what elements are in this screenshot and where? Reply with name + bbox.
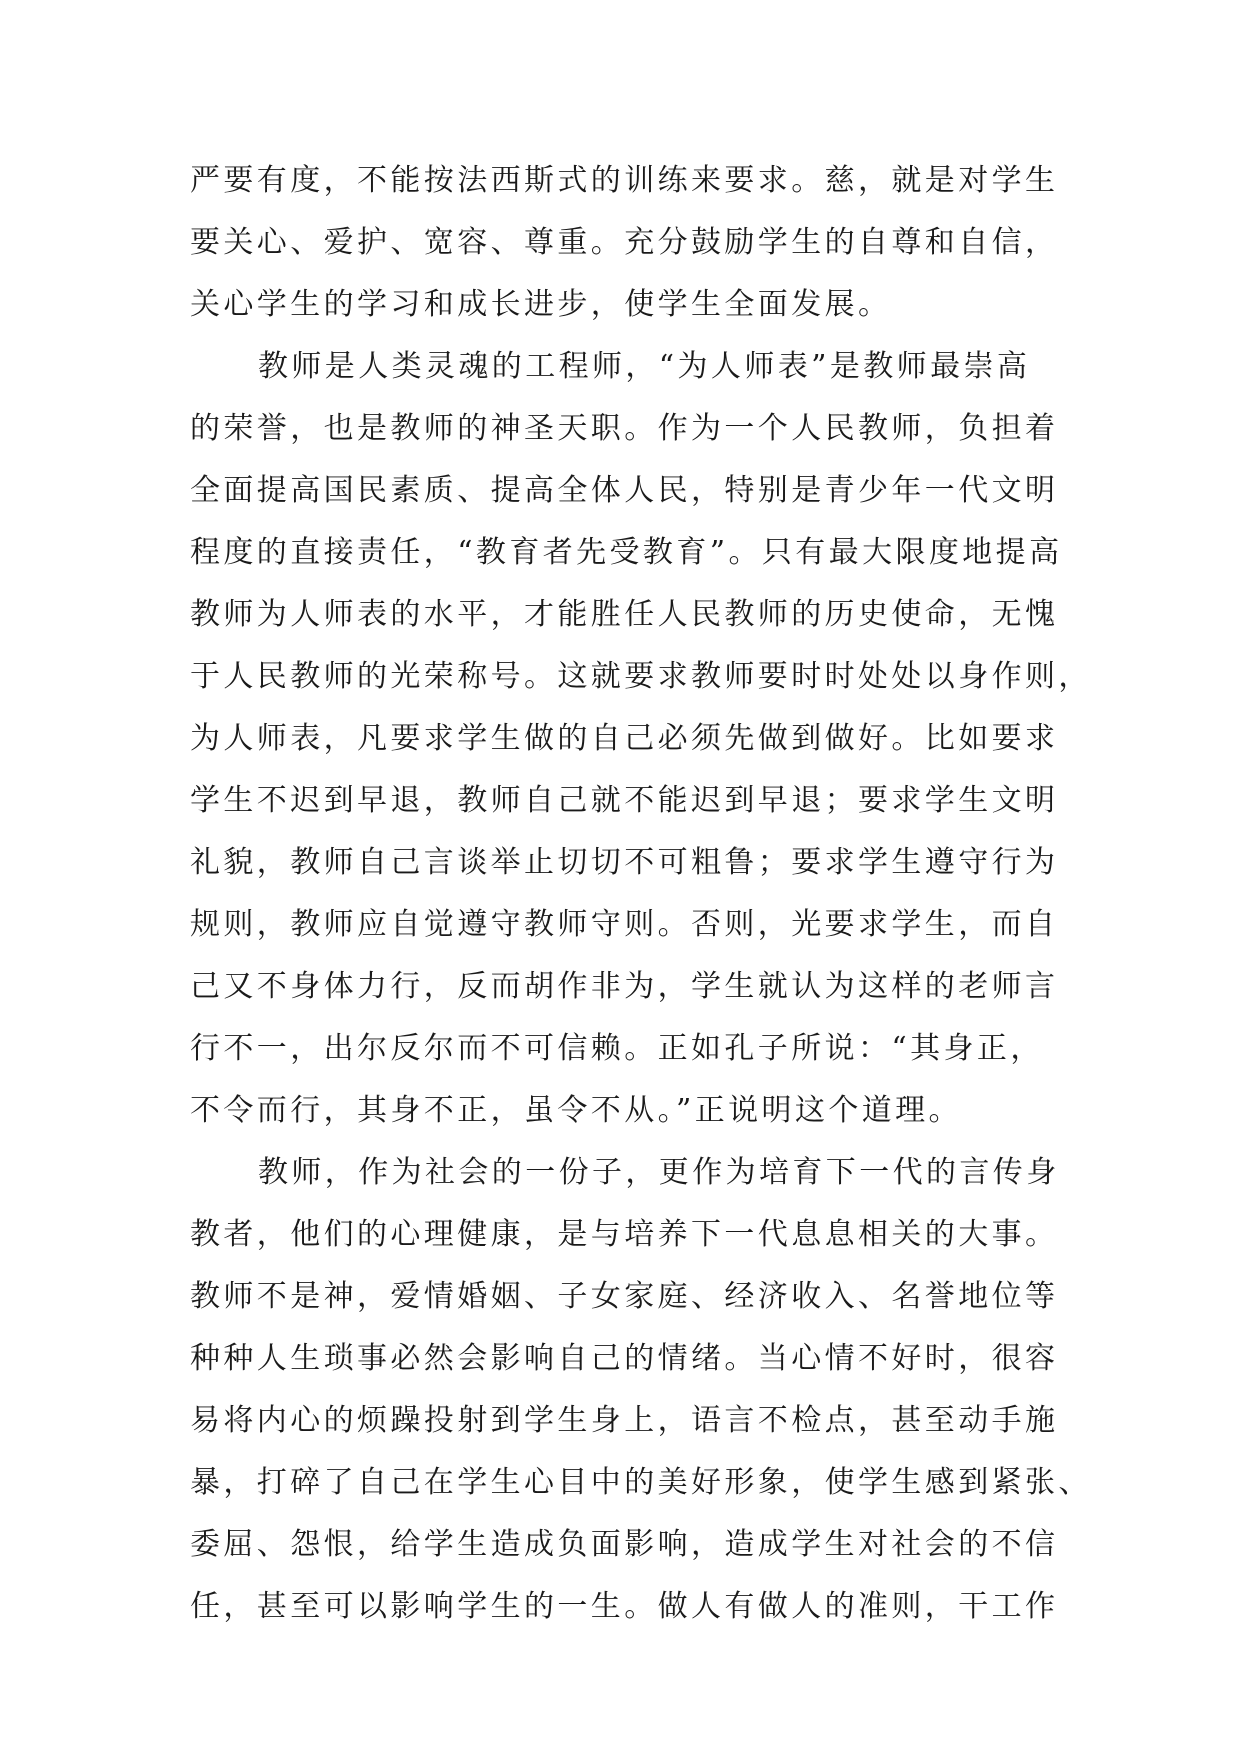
- text-line: 教师为人师表的水平，才能胜任人民教师的历史使命，无愧: [190, 597, 1059, 632]
- text-line: 全面提高国民素质、提高全体人民，特别是青少年一代文明: [190, 473, 1059, 508]
- text-line: 严要有度，不能按法西斯式的训练来要求。慈，就是对学生: [190, 163, 1059, 198]
- text-line: 的荣誉，也是教师的神圣天职。作为一个人民教师，负担着: [190, 411, 1059, 446]
- text-line: 暴，打碎了自己在学生心目中的美好形象，使学生感到紧张、: [190, 1465, 1092, 1500]
- paragraph-start-line: 教师是人类灵魂的工程师，“为人师表”是教师最崇高: [258, 349, 1031, 384]
- text-line: 要关心、爱护、宽容、尊重。充分鼓励学生的自尊和自信，: [190, 225, 1059, 260]
- text-line: 委屈、怨恨，给学生造成负面影响，造成学生对社会的不信: [190, 1527, 1059, 1562]
- text-line: 于人民教师的光荣称号。这就要求教师要时时处处以身作则，: [190, 659, 1092, 694]
- text-line: 教者，他们的心理健康，是与培养下一代息息相关的大事。: [190, 1217, 1059, 1252]
- text-line: 种种人生琐事必然会影响自己的情绪。当心情不好时，很容: [190, 1341, 1059, 1376]
- text-line: 礼貌，教师自己言谈举止切切不可粗鲁；要求学生遵守行为: [190, 845, 1059, 880]
- paragraph-start-line: 教师，作为社会的一份子，更作为培育下一代的言传身: [258, 1155, 1060, 1190]
- text-line: 己又不身体力行，反而胡作非为，学生就认为这样的老师言: [190, 969, 1059, 1004]
- text-line: 易将内心的烦躁投射到学生身上，语言不检点，甚至动手施: [190, 1403, 1059, 1438]
- text-line: 教师不是神，爱情婚姻、子女家庭、经济收入、名誉地位等: [190, 1279, 1059, 1314]
- text-line: 为人师表，凡要求学生做的自己必须先做到做好。比如要求: [190, 721, 1059, 756]
- text-line: 程度的直接责任，“教育者先受教育”。只有最大限度地提高: [190, 535, 1063, 570]
- text-line: 不令而行，其身不正，虽令不从。”正说明这个道理。: [190, 1093, 962, 1128]
- text-line: 学生不迟到早退，教师自己就不能迟到早退；要求学生文明: [190, 783, 1059, 818]
- text-line: 关心学生的学习和成长进步，使学生全面发展。: [190, 287, 892, 322]
- text-line: 行不一，出尔反尔而不可信赖。正如孔子所说：“其身正，: [190, 1031, 1044, 1066]
- text-line: 规则，教师应自觉遵守教师守则。否则，光要求学生，而自: [190, 907, 1059, 942]
- text-line: 任，甚至可以影响学生的一生。做人有做人的准则，干工作: [190, 1589, 1059, 1624]
